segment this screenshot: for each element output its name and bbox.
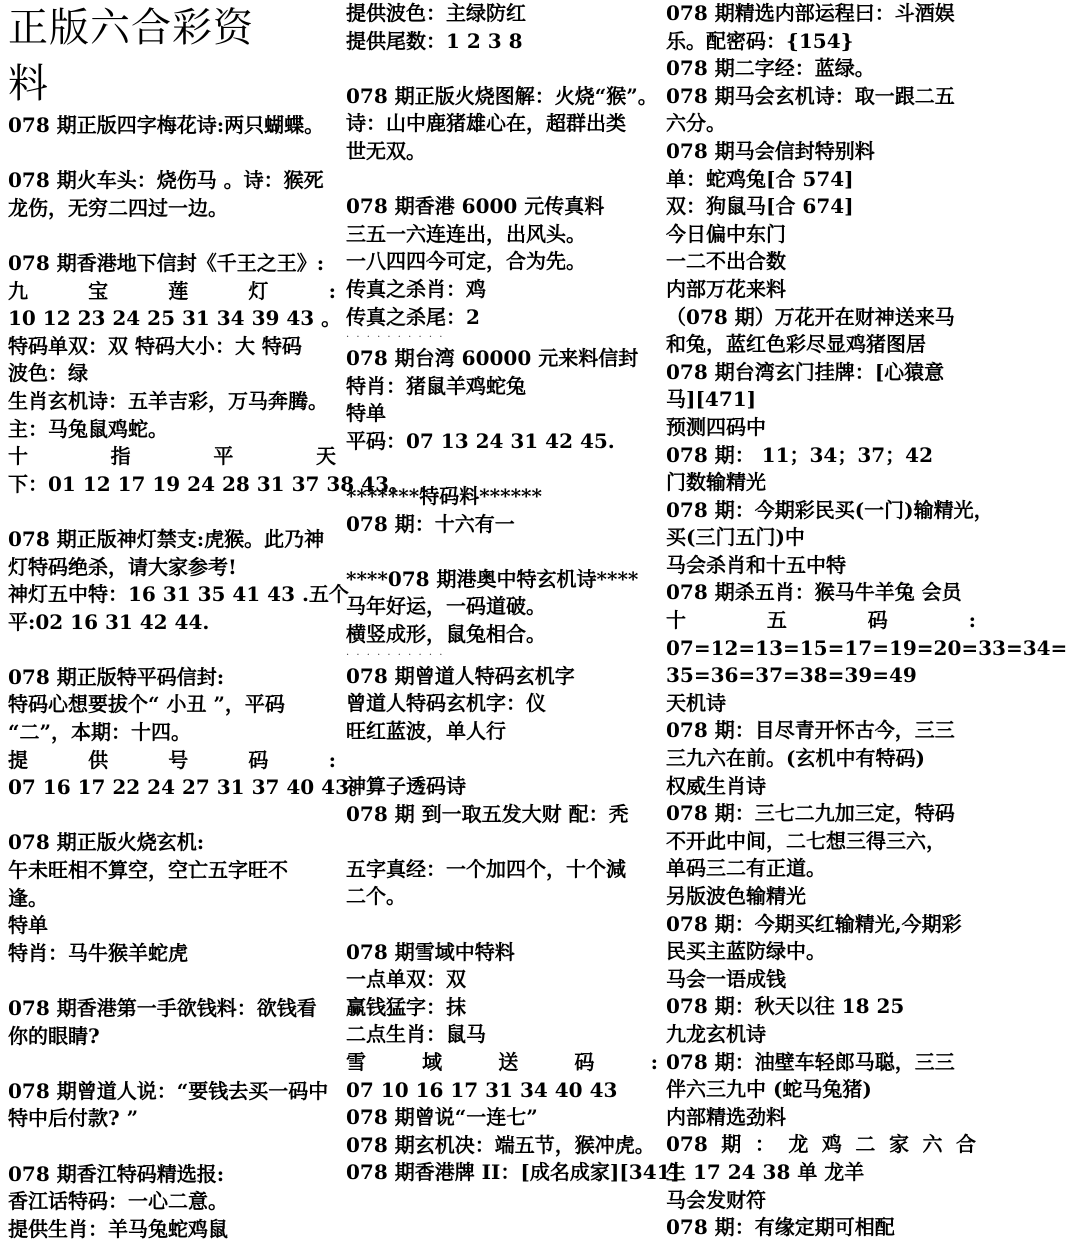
spaced-char: 078: [666, 1132, 708, 1157]
blank-line: [8, 140, 336, 168]
text-line: *******特码料******: [346, 484, 542, 509]
text-line: 078 期马会信封特别料: [666, 138, 875, 163]
blank-line: [8, 967, 336, 995]
text-line: 乐。配密码：{154}: [666, 28, 854, 53]
blank-line: [346, 911, 658, 939]
blank-line: [8, 1133, 336, 1161]
spaced-char: 十: [8, 444, 28, 469]
text-line: 078 期玄机决：端五节，猴冲虎。: [346, 1132, 655, 1157]
text-line: 078 期：目尽青开怀古今，三三: [666, 718, 955, 743]
text-line: 神算子透码诗: [346, 774, 466, 799]
text-line: 曾道人特码玄机字：仪: [346, 691, 546, 716]
text-line: 特单: [346, 401, 386, 426]
text-line: 提供生肖：羊马兔蛇鸡鼠: [8, 1216, 228, 1241]
blank-line: [8, 802, 336, 830]
spaced-char: 提: [8, 747, 28, 772]
spaced-char: :: [968, 608, 976, 633]
text-line: 078 期二字经：蓝绿。: [666, 56, 875, 81]
text-line: 另版波色输精光: [666, 884, 806, 908]
text-line: 078 期：秋天以往 18 25: [666, 994, 905, 1019]
text-line: 午未旺相不算空，空亡五字旺不: [8, 858, 288, 883]
text-line: 马年好运，一码道破。: [346, 594, 546, 619]
spaced-line: [8, 443, 336, 471]
text-line: 五字真经：一个加四个，十个減: [346, 856, 626, 881]
spaced-char: 龙: [788, 1132, 809, 1157]
spaced-line: [666, 607, 976, 635]
text-line: 078 期正版火烧图解：火烧“猴”。: [346, 83, 658, 108]
text-line: 07=12=13=15=17=19=20=33=34=: [666, 635, 1068, 660]
text-line: 078 期精选内部运程曰：斗酒娱: [666, 1, 955, 25]
spaced-char: 供: [88, 747, 109, 772]
spaced-char: 号: [168, 747, 189, 772]
text-line: 平码：07 13 24 31 42 45.: [346, 428, 615, 453]
text-line: 078 期香港 6000 元传真料: [346, 194, 605, 219]
spaced-char: 指: [110, 444, 131, 469]
spaced-char: :: [328, 747, 336, 772]
blank-line: [8, 1050, 336, 1078]
spaced-char: 莲: [168, 278, 189, 303]
spaced-line: [666, 1131, 976, 1159]
text-line: 特码单双：双 特码大小：大 特码: [8, 333, 302, 358]
text-line: 波色：绿: [8, 361, 88, 386]
text-line: （078 期）万花开在财神送来马: [666, 304, 955, 329]
spaced-char: 家: [888, 1132, 909, 1157]
text-line: 078 期 到一取五发大财 配：秃: [346, 801, 629, 826]
spaced-char: 宝: [88, 278, 109, 303]
text-line: 二点生肖：鼠马: [346, 1022, 486, 1047]
text-line: 078 期香江特码精选报:: [8, 1161, 225, 1186]
text-line: 特单: [8, 913, 48, 938]
spaced-char: 合: [956, 1132, 976, 1157]
text-line: 灯特码绝杀，请大家参考!: [8, 554, 237, 579]
page-title-line-1: 正版六合彩资: [8, 5, 254, 51]
text-line: 单码三二有正道。: [666, 856, 826, 881]
text-line: 不开此中间，二七想三得三六，: [666, 828, 946, 853]
text-line: 特中后付款? ”: [8, 1106, 139, 1131]
spaced-char: :: [650, 1049, 658, 1074]
spaced-char: 六: [922, 1132, 943, 1157]
text-line: 双：狗鼠马[合 674]: [666, 194, 854, 219]
spaced-char: 码: [248, 747, 269, 772]
blank-line: [346, 538, 658, 566]
text-line: 提供波色：主绿防红: [346, 1, 526, 25]
text-line: 078 期：十六有一: [346, 511, 515, 536]
text-line: 078 期正版四字梅花诗:两只蝴蝶。: [8, 113, 325, 137]
text-line: 下：01 12 17 19 24 28 31 37 38 43。: [8, 471, 409, 496]
text-line: 特肖：马牛猴羊蛇虎: [8, 940, 188, 965]
blank-line: [346, 55, 658, 83]
text-line: 078 期火车头：烧伤马 。诗：猴死: [8, 168, 324, 193]
text-line: 马会杀肖和十五中特: [666, 552, 846, 577]
column-right-lines: [666, 0, 1068, 1242]
spaced-char: 九: [8, 278, 28, 303]
spaced-char: 期: [721, 1132, 742, 1157]
text-line: 六分。: [666, 111, 726, 136]
text-line: 马会一语成钱: [666, 966, 786, 991]
spaced-char: :: [328, 278, 336, 303]
text-line: 逢。: [8, 885, 48, 910]
column-middle: [346, 0, 680, 1253]
text-line: 078 期台湾 60000 元来料信封: [346, 346, 639, 371]
text-line: 078 期马会玄机诗：取一跟二五: [666, 83, 955, 108]
text-line: 三五一六连连出，出风头。: [346, 221, 586, 246]
text-line: “二”，本期：十四。: [8, 720, 192, 745]
text-line: 35=36=37=38=39=49: [666, 663, 917, 688]
text-line: 预测四码中: [666, 414, 766, 439]
text-line: 078 期：今期彩民买(一门)输精光，: [666, 497, 994, 522]
spaced-char: 二: [855, 1132, 876, 1157]
blank-line: [346, 456, 658, 484]
text-line: 内部万花来料: [666, 276, 786, 301]
text-line: 龙伤，无穷二四过一边。: [8, 195, 228, 220]
text-line: 078 期香港牌 II：[成名成家][341]: [346, 1160, 680, 1185]
text-line: 门数输精光: [666, 470, 766, 495]
page-title: [8, 0, 336, 112]
text-line: 天机诗: [666, 690, 726, 715]
blank-line: [8, 498, 336, 526]
text-line: 078 期：油壁车轻郎马聪，三三: [666, 1049, 955, 1074]
spaced-line: [346, 1049, 658, 1077]
blank-line: [8, 636, 336, 664]
text-line: 078 期杀五肖：猴马牛羊兔 会员: [666, 580, 962, 605]
text-line: 旺红蓝波，单人行: [346, 718, 506, 743]
text-line: 买(三门五门)中: [666, 525, 805, 550]
text-line: 伴六三九中 (蛇马兔猪): [666, 1077, 872, 1102]
text-line: ****078 期港奥中特玄机诗****: [346, 566, 639, 591]
text-line: 民买主蓝防绿中。: [666, 939, 826, 964]
text-line: 078 期正版特平码信封:: [8, 664, 225, 689]
text-line: 078 期曾道人说：“要钱去买一码中: [8, 1078, 329, 1103]
text-line: 07 16 17 22 24 27 31 37 40 43。: [8, 775, 369, 800]
text-line: 078 期香港地下信封《千王之王》:: [8, 250, 325, 275]
column-middle-lines: [346, 0, 680, 1187]
spaced-char: 域: [422, 1049, 443, 1074]
spaced-char: 十: [666, 608, 686, 633]
text-line: 10 12 23 24 25 31 34 39 43 。: [8, 306, 342, 331]
text-line: 香江话特码：一心二意。: [8, 1189, 228, 1214]
spaced-char: 平: [213, 444, 234, 469]
spaced-char: 天: [315, 444, 336, 469]
spaced-line: [8, 747, 336, 775]
blank-line: [8, 222, 336, 250]
text-line: 078 期曾道人特码玄机字: [346, 663, 575, 688]
faint-line: · · · · · · · · · ·: [346, 332, 445, 344]
text-line: 07 10 16 17 31 34 40 43: [346, 1077, 618, 1102]
text-line: 078 期正版火烧玄机:: [8, 830, 205, 855]
text-line: 赢钱猛字：抹: [346, 994, 466, 1019]
text-line: 今日偏中东门: [666, 221, 786, 246]
text-line: 生肖玄机诗：五羊吉彩，万马奔腾。: [8, 388, 328, 413]
spaced-char: 鸡: [821, 1132, 842, 1157]
text-line: 马][471]: [666, 387, 757, 412]
spaced-char: 码: [574, 1049, 595, 1074]
text-line: 078 期正版神灯禁支:虎猴。此乃神: [8, 526, 325, 551]
blank-line: [346, 828, 658, 856]
blank-line: [346, 745, 658, 773]
text-line: 诗：山中鹿猪雄心在，超群出类: [346, 111, 626, 136]
text-line: 世无双。: [346, 138, 426, 163]
spaced-char: 五: [766, 608, 787, 633]
text-line: 078 期：三七二九加三定，特码: [666, 801, 955, 826]
text-line: 提供尾数：1 2 3 8: [346, 28, 523, 53]
spaced-char: 送: [498, 1049, 519, 1074]
text-line: 特码心想要拔个“ 小丑 ”，平码: [8, 692, 285, 717]
column-right: [666, 0, 1068, 1253]
text-line: 马会发财符: [666, 1187, 766, 1212]
text-line: 一二不出合数: [666, 249, 786, 274]
text-line: 一点单双：双: [346, 967, 466, 992]
text-line: 传真之杀尾：2: [346, 304, 480, 329]
text-line: 078 期曾说“一连七”: [346, 1105, 538, 1130]
text-line: 生 17 24 38 单 龙羊: [666, 1159, 865, 1184]
text-line: 内部精选劲料: [666, 1104, 786, 1129]
spaced-char: 灯: [248, 278, 269, 303]
faint-line: · · · · · · · · · ·: [346, 649, 445, 661]
text-line: 主：马兔鼠鸡蛇。: [8, 416, 168, 441]
text-line: 078 期： 11；34；37；42: [666, 442, 934, 467]
text-line: 九龙玄机诗: [666, 1021, 766, 1046]
text-line: 横竖成形，鼠兔相合。: [346, 622, 546, 647]
spaced-char: 雪: [346, 1049, 366, 1074]
text-line: 传真之杀肖：鸡: [346, 276, 486, 301]
text-line: 三九六在前。(玄机中有特码): [666, 746, 925, 771]
text-line: 078 期：有缘定期可相配: [666, 1215, 895, 1240]
blank-line: [346, 166, 658, 194]
text-line: 078 期：今期买红输精光,今期彩: [666, 911, 962, 936]
page-title-line-2: 料: [8, 61, 49, 107]
text-line: 078 期香港第一手欲钱料：欲钱看: [8, 996, 317, 1020]
text-line: 一八四四今可定，合为先。: [346, 249, 586, 274]
text-line: 和兔，蓝红色彩尽显鸡猪图居: [666, 332, 926, 357]
text-line: 078 期雪域中特料: [346, 939, 515, 964]
text-line: 你的眼睛?: [8, 1023, 100, 1048]
text-line: 平:02 16 31 42 44.: [8, 609, 210, 634]
text-line: 神灯五中特：16 31 35 41 43 .五个: [8, 582, 349, 607]
text-line: 二个。: [346, 884, 406, 909]
spaced-char: ：: [754, 1132, 775, 1157]
spaced-char: 码: [867, 608, 888, 633]
text-line: 权威生肖诗: [666, 773, 766, 798]
text-line: 078 期台湾玄门挂牌：[心猿意: [666, 359, 945, 384]
text-line: 单：蛇鸡兔[合 574]: [666, 166, 854, 191]
text-line: 特肖：猪鼠羊鸡蛇兔: [346, 373, 526, 398]
spaced-line: [8, 278, 336, 306]
